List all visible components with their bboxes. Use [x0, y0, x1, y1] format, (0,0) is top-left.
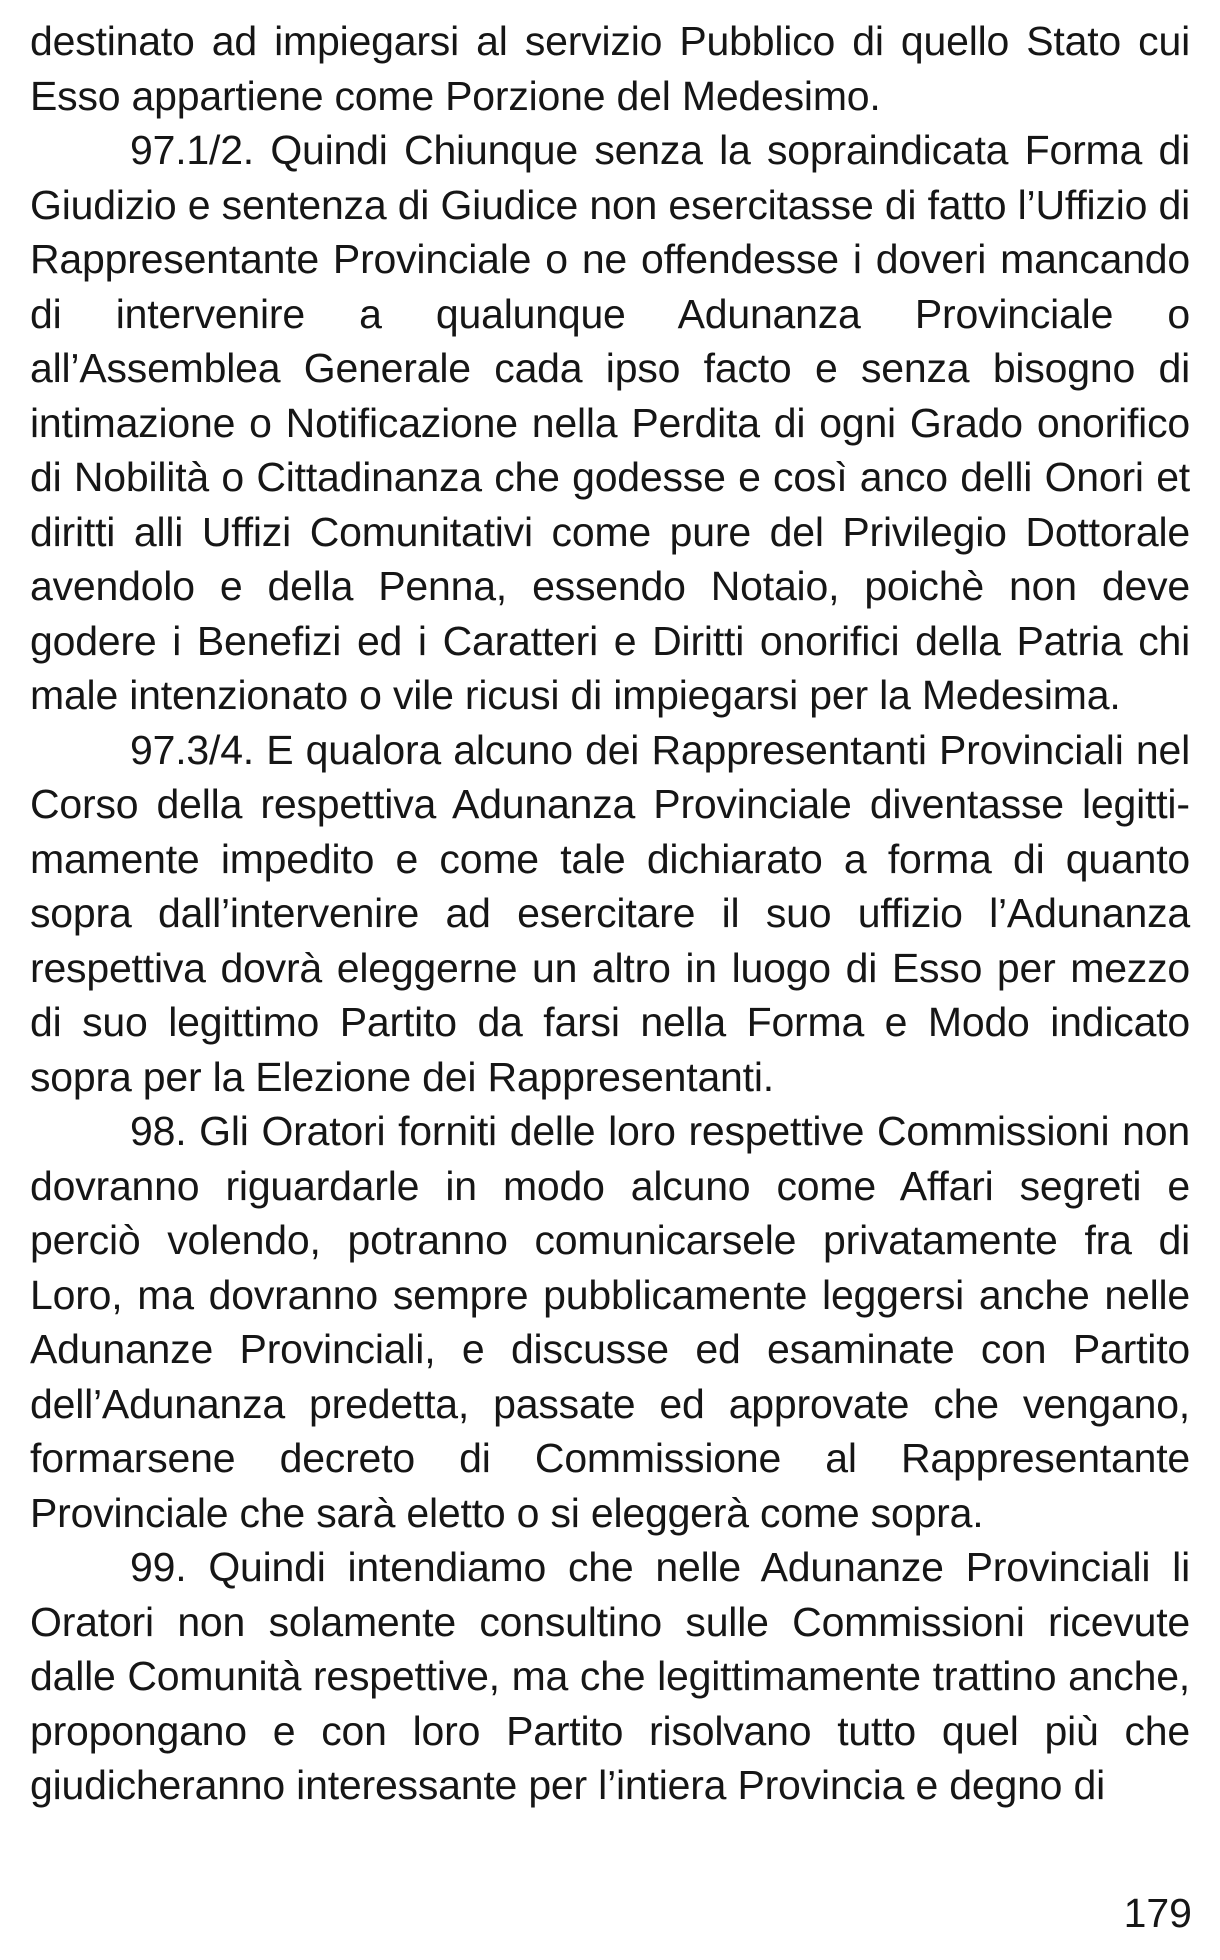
paragraph-97-1-2	[30, 123, 1190, 723]
paragraph-text: Gli Oratori forniti delle loro respettive Commissioni non dovranno riguardarle in modo alcuno come Affari segreti e perciò volendo, potranno comunicarsele privatamente fra di Loro, ma dovranno sempre pubblicamente leggersi anche nelle Adunanze Provinciali, e discusse ed esaminate con Partito dell’Adunanza predetta, passate ed approvate che vengano, formarsene decreto di Commissione al Rappresentante Provinciale che sarà eletto o si eleggerà come sopra.	[30, 1108, 1190, 1536]
paragraph-text: Quindi Chiunque senza la sopraindicata Forma di Giudizio e sentenza di Giudice non esercitasse di fatto l’Uffizio di Rappresentante Provinciale o ne offendesse i doveri mancando di intervenire a qualunque Adunanza Provinciale o all’Assemblea Generale cada ipso facto e senza bisogno di intimazione o Notificazione nella Perdita di ogni Grado onorifico di Nobilità o Cittadinanza che godesse e così anco delli Onori et diritti alli Uffizi Comunitativi come pure del Privilegio Dottorale avendolo e della Penna, essendo Notaio, poichè non deve godere i Benefizi ed i Caratteri e Diritti onorifici della Patria chi male intenzionato o vile ricusi di impiegarsi per la Medesima.	[30, 127, 1190, 718]
document-page	[30, 14, 1190, 1813]
paragraph-text: destinato ad impiegarsi al servizio Pubblico di quello Stato cui Esso appartiene come Porzione del Medesimo.	[30, 18, 1190, 119]
paragraph-number: 97.3/4.	[130, 726, 254, 773]
page-number: 179	[1123, 1890, 1192, 1936]
paragraph-number: 99.	[130, 1544, 187, 1590]
paragraph-continuation	[30, 14, 1190, 123]
paragraph-text: E qualora alcuno dei Rappresentanti Provinciali nel Corso della respettiva Adunanza Provinciale diventasse legittimamente impedito e come tale dichiarato a forma di quanto sopra dall’intervenire ad esercitare il suo uffizio l’Adunanza respettiva dovrà eleggerne un altro in luogo di Esso per mezzo di suo legittimo Partito da farsi nella Forma e Modo indicato sopra per la Elezione dei Rappresentanti.	[30, 726, 1190, 1100]
paragraph-97-3-4	[30, 723, 1190, 1105]
paragraph-98	[30, 1104, 1190, 1540]
paragraph-text: Quindi intendiamo che nelle Adunanze Provinciali li Oratori non solamente consultino sulle Commissioni ricevute dalle Comunità respettive, ma che legittimamente trattino anche, propongano e con loro Partito risolvano tutto quel più che giudicheranno interessante per l’intiera Provincia e degno di	[30, 1544, 1190, 1808]
paragraph-99	[30, 1540, 1190, 1813]
paragraph-number: 98.	[130, 1108, 187, 1154]
paragraph-number: 97.1/2.	[130, 127, 254, 173]
